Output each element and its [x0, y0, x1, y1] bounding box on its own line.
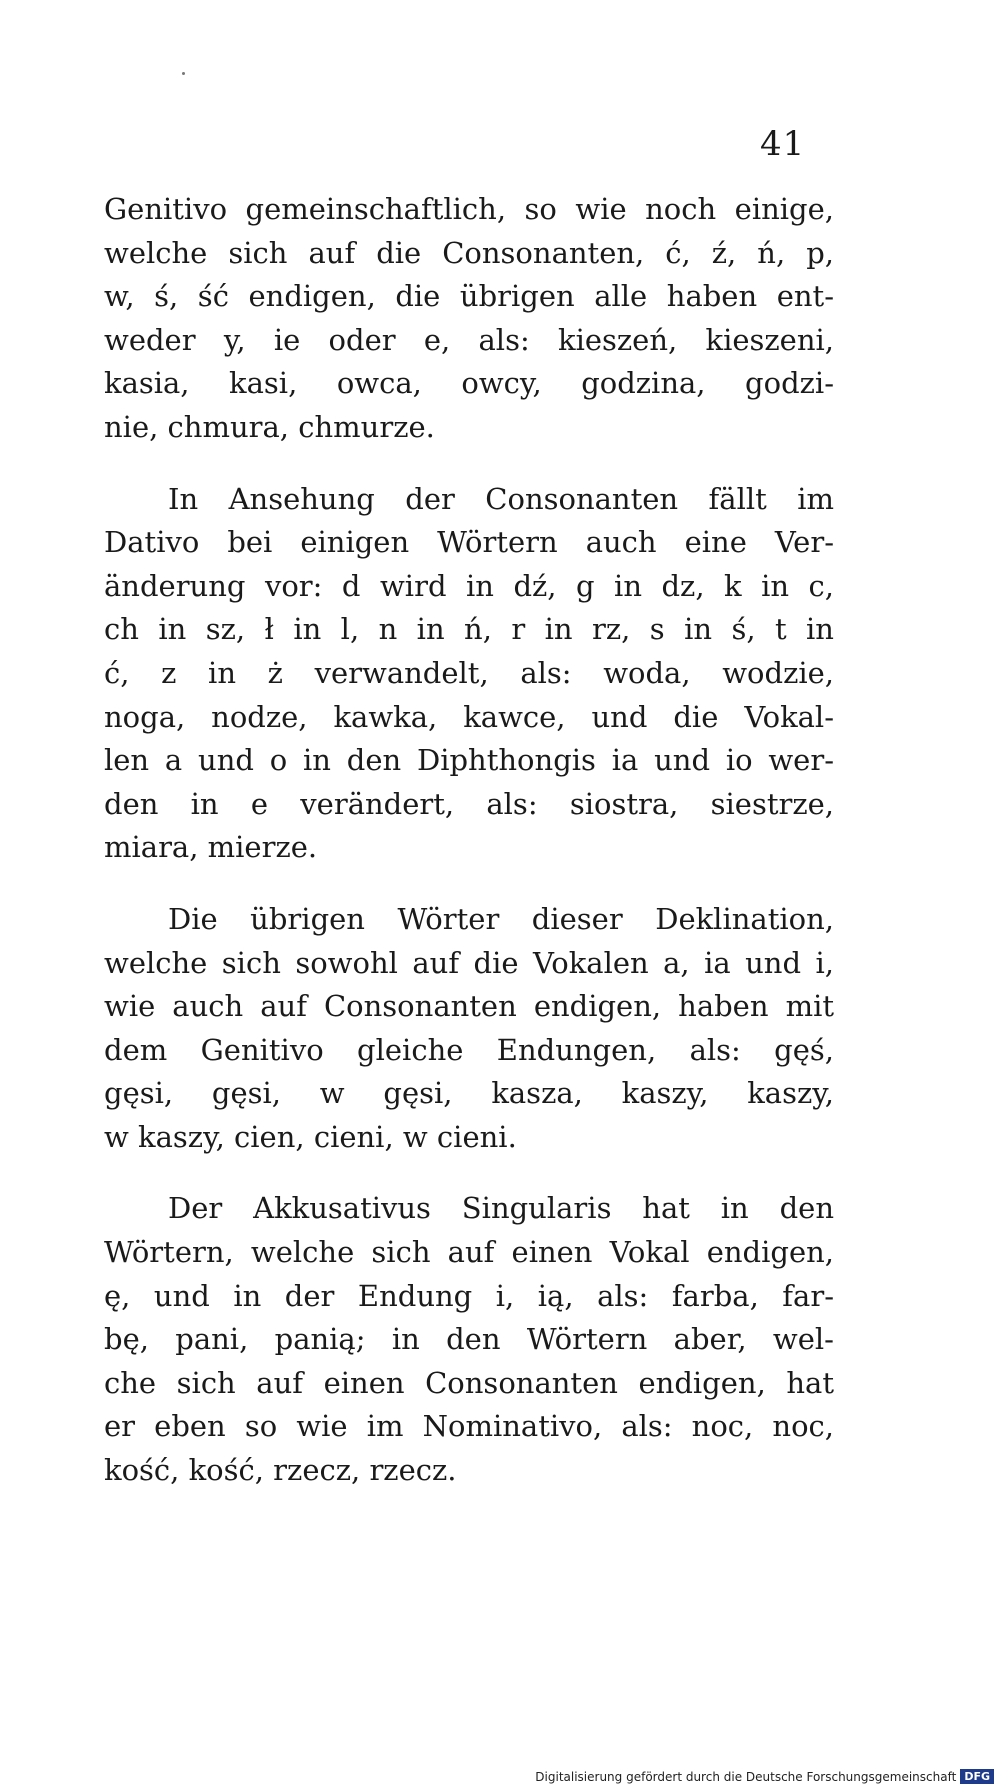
text-line: ch in sz, ł in l, n in ń, r in rz, s in ś, t in [104, 612, 834, 647]
text-line: che sich auf einen Consonanten endigen, hat [104, 1365, 834, 1400]
text-line: w, ś, ść endigen, die übrigen alle haben ent- [104, 279, 834, 314]
text-line: Genitivo gemeinschaftlich, so wie noch einige, [104, 192, 834, 226]
text-line: kość, kość, rzecz, rzecz. [104, 1453, 457, 1488]
text-line: In Ansehung der Consonanten fällt im [168, 481, 834, 516]
text-line: änderung vor: d wird in dź, g in dz, k in c, [104, 568, 834, 603]
text-line: welche sich auf die Consonanten, ć, ź, ń, p, [104, 235, 834, 270]
text-line: ę, und in der Endung i, ią, als: farba, far- [104, 1278, 834, 1313]
text-line: Der Akkusativus Singularis hat in den [168, 1191, 834, 1226]
text-line: noga, nodze, kawka, kawce, und die Vokal- [104, 699, 834, 734]
text-line: Wörtern, welche sich auf einen Vokal endigen, [104, 1235, 834, 1270]
paragraph [104, 1187, 834, 1492]
paragraph [104, 478, 834, 870]
text-line: den in e verändert, als: siostra, siestrze, [104, 786, 834, 821]
text-line: dem Genitivo gleiche Endungen, als: gęś, [104, 1032, 834, 1067]
text-line: nie, chmura, chmurze. [104, 409, 435, 444]
text-line: Dativo bei einigen Wörtern auch eine Ver- [104, 525, 834, 560]
body-text [104, 188, 834, 1521]
ink-speck [182, 72, 185, 75]
text-line: gęsi, gęsi, w gęsi, kasza, kaszy, kaszy, [104, 1076, 834, 1111]
paragraph [104, 188, 834, 450]
text-line: weder y, ie oder e, als: kieszeń, kieszeni, [104, 322, 834, 357]
digitization-credit [535, 1769, 994, 1784]
credit-text: Digitalisierung gefördert durch die Deutsche Forschungsgemeinschaft [535, 1769, 957, 1784]
paragraph [104, 898, 834, 1160]
text-line: miara, mierze. [104, 830, 318, 865]
text-line: Die übrigen Wörter dieser Deklination, [168, 901, 834, 936]
text-line: w kaszy, cien, cieni, w cieni. [104, 1119, 517, 1154]
text-line: wie auch auf Consonanten endigen, haben mit [104, 989, 834, 1024]
text-line: welche sich sowohl auf die Vokalen a, ia und i, [104, 945, 834, 980]
dfg-logo: DFG [960, 1769, 994, 1784]
text-line: ć, z in ż verwandelt, als: woda, wodzie, [104, 655, 834, 690]
page-number: 41 [760, 124, 806, 164]
text-line: len a und o in den Diphthongis ia und io wer- [104, 743, 834, 778]
text-line: kasia, kasi, owca, owcy, godzina, godzi- [104, 366, 834, 401]
text-line: bę, pani, panią; in den Wörtern aber, wel- [104, 1322, 834, 1357]
text-line: er eben so wie im Nominativo, als: noc, noc, [104, 1409, 834, 1444]
